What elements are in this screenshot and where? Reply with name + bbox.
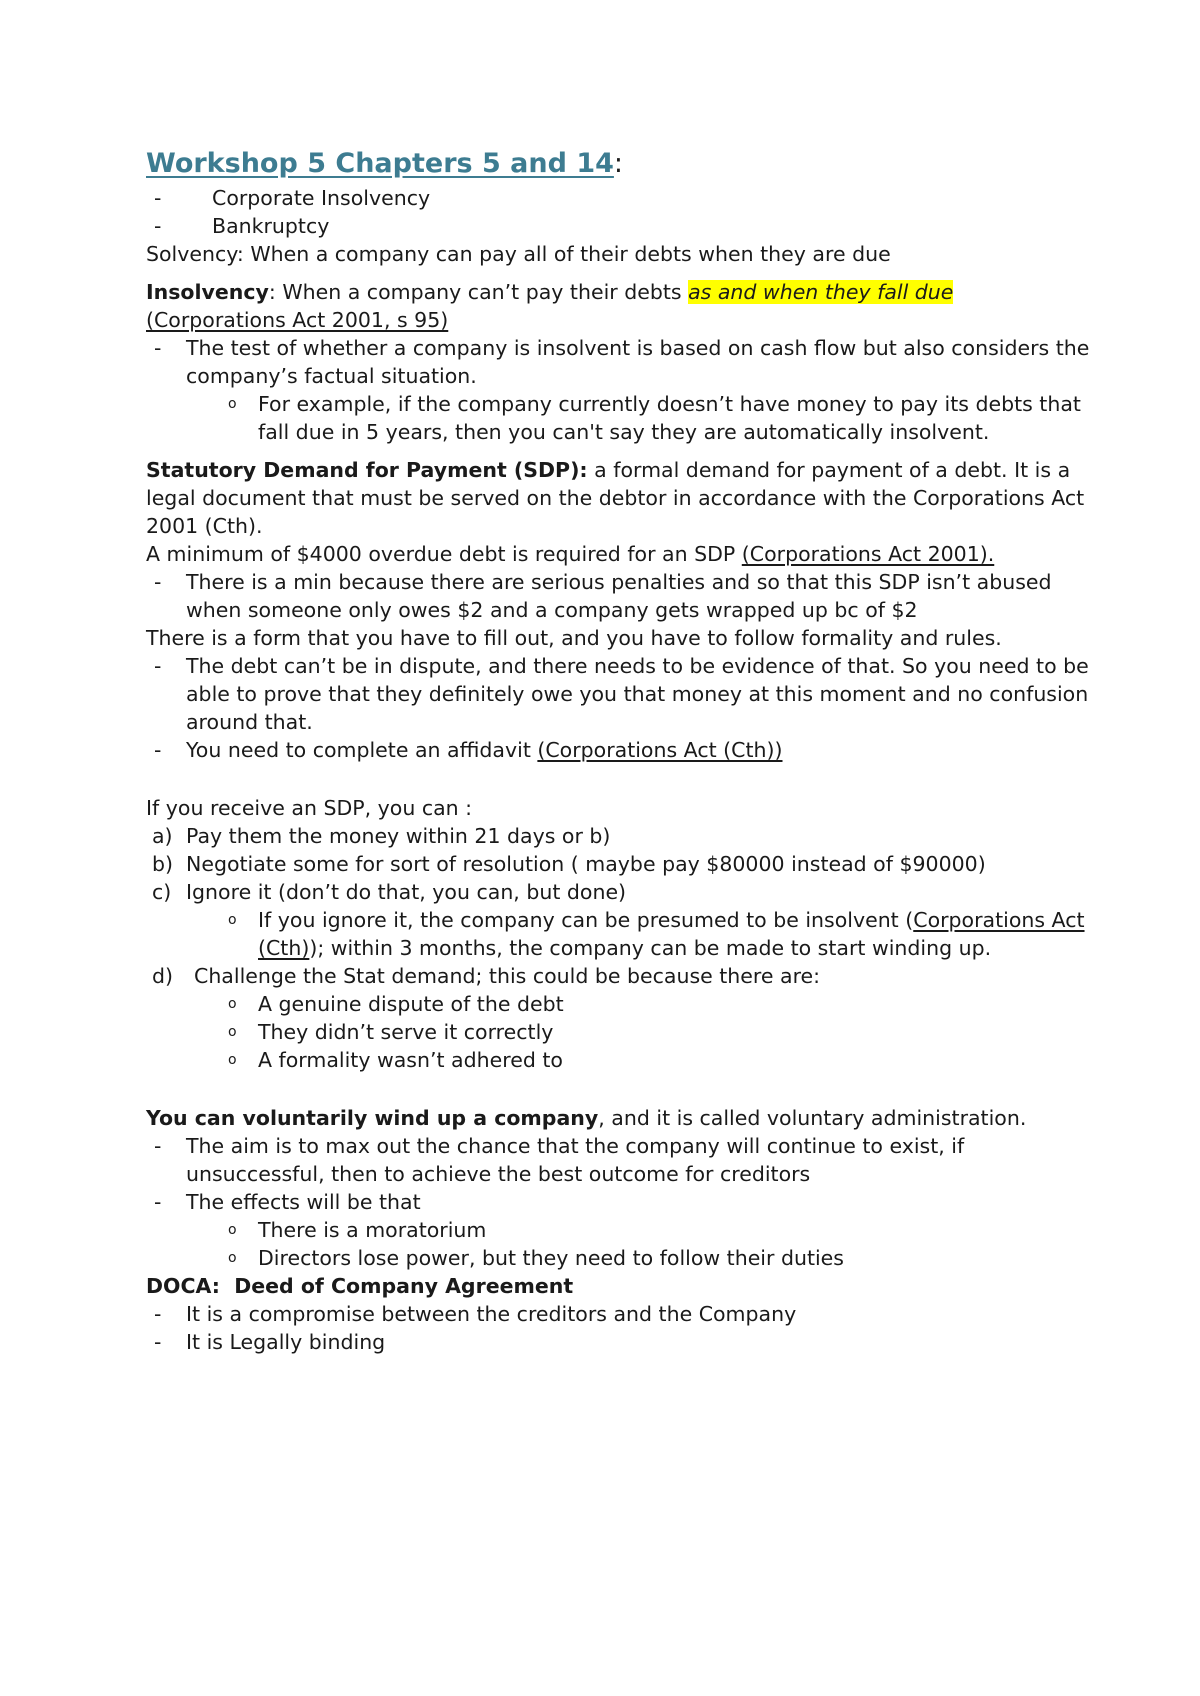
option-text: Pay them the money within 21 days or b) (186, 824, 611, 848)
insolvency-term: Insolvency (146, 280, 269, 304)
sub-text: A genuine dispute of the debt (258, 992, 564, 1016)
list-item (146, 850, 1096, 878)
sdp-def: a formal demand for payment of a debt. It is a legal document that must be served on the debtor in accordance with the Corporations Act 2001 (Cth). (146, 458, 1085, 538)
list-item (228, 390, 1096, 446)
voluntary-rest: , and it is called voluntary administration. (598, 1106, 1027, 1130)
insolvency-sublist (146, 390, 1096, 446)
option-d-sublist (146, 990, 1096, 1074)
citation: Corporations Act (Cth) (258, 908, 1085, 960)
sdp-minimum (146, 540, 1096, 568)
affidavit-text: You need to complete an affidavit (186, 738, 538, 762)
sdp-term: Statutory Demand for Payment (SDP): (146, 458, 588, 482)
sub-text: They didn’t serve it correctly (258, 1020, 554, 1044)
sdp-min-list (146, 568, 1096, 624)
list-marker: a) (152, 824, 173, 848)
document-body (146, 146, 1096, 1356)
doca-heading: DOCA: Deed of Company Agreement (146, 1274, 574, 1298)
sub-text: A formality wasn’t adhered to (258, 1048, 563, 1072)
list-item: - It is Legally binding (146, 1328, 1096, 1356)
sub-text: ); within 3 months, the company can be made to start winding up. (309, 936, 992, 960)
list-item: - The test of whether a company is insolvent is based on cash flow but also considers the company’s factual situation. (146, 334, 1096, 390)
bullet-marker: o (228, 912, 237, 928)
insolvency-def: : When a company can’t pay their debts (268, 280, 689, 304)
citation: (Corporations Act 2001, s 95) (146, 308, 449, 332)
list-marker: b) (152, 852, 174, 876)
sub-text: Directors lose power, but they need to follow their duties (258, 1246, 844, 1270)
list-marker: d) (152, 964, 174, 988)
voluntary-list (146, 1132, 1096, 1216)
list-item (228, 990, 1096, 1018)
option-text: Negotiate some for sort of resolution ( maybe pay $80000 instead of $90000) (186, 852, 986, 876)
example-text: For example, if the company currently doesn’t have money to pay its debts that fall due in 5 years, then you can't say they are automatically insolvent. (258, 392, 1081, 444)
citation: (Corporations Act (Cth)) (537, 738, 783, 762)
list-item (146, 736, 1096, 764)
options-list-d (146, 962, 1096, 990)
list-item (146, 962, 1096, 990)
doca-list (146, 1300, 1096, 1356)
bullet-marker: o (228, 1250, 237, 1266)
list-marker: c) (152, 880, 172, 904)
sub-text: If you ignore it, the company can be presumed to be insolvent ( (258, 908, 914, 932)
list-item (228, 1216, 1096, 1244)
sdp-requirements-list (146, 652, 1096, 764)
list-item: - Corporate Insolvency (190, 184, 1096, 212)
list-item (146, 822, 1096, 850)
voluntary-admin-text (146, 1104, 1096, 1132)
insolvency-definition (146, 278, 1096, 334)
bullet-marker: o (228, 1222, 237, 1238)
list-item (228, 1046, 1096, 1074)
topics-list (146, 184, 1096, 240)
bullet-marker: o (228, 996, 237, 1012)
list-item: - The debt can’t be in dispute, and there needs to be evidence of that. So you need to be able to prove that they definitely owe you that money at this moment and no confusion around that. (146, 652, 1096, 736)
insolvency-list (146, 334, 1096, 390)
list-item: - The aim is to max out the chance that the company will continue to exist, if unsuccessful, then to achieve the best outcome for creditors (146, 1132, 1096, 1188)
option-text: Challenge the Stat demand; this could be because there are: (194, 964, 821, 988)
option-text: Ignore it (don’t do that, you can, but done) (186, 880, 627, 904)
voluntary-term: You can voluntarily wind up a company (146, 1106, 599, 1130)
list-item (228, 1018, 1096, 1046)
list-item: - It is a compromise between the creditors and the Company (146, 1300, 1096, 1328)
page-title (146, 146, 1096, 182)
title-text: Workshop 5 Chapters 5 and 14 (146, 148, 614, 179)
bullet-marker: o (228, 396, 237, 412)
sdp-definition (146, 456, 1096, 540)
list-item (228, 906, 1096, 962)
list-item (146, 878, 1096, 906)
list-item: - There is a min because there are serious penalties and so that this SDP isn’t abused when someone only owes $2 and a company gets wrapped up bc of $2 (146, 568, 1096, 624)
title-colon: : (613, 148, 624, 179)
effects-sublist (146, 1216, 1096, 1272)
list-item: - Bankruptcy (190, 212, 1096, 240)
list-item (228, 1244, 1096, 1272)
bullet-marker: o (228, 1052, 237, 1068)
sdp-form-text: There is a form that you have to fill out, and you have to follow formality and rules. (146, 626, 1002, 650)
bullet-marker: o (228, 1024, 237, 1040)
options-list (146, 822, 1096, 906)
sub-text: There is a moratorium (258, 1218, 487, 1242)
highlighted-text: as and when they fall due (688, 280, 954, 304)
list-item: - The effects will be that (146, 1188, 1096, 1216)
option-c-sublist (146, 906, 1096, 962)
receive-intro: If you receive an SDP, you can : (146, 796, 473, 820)
minimum-text: A minimum of $4000 overdue debt is required for an SDP (146, 542, 742, 566)
citation: (Corporations Act 2001). (741, 542, 995, 566)
solvency-definition: Solvency: When a company can pay all of their debts when they are due (146, 242, 891, 266)
